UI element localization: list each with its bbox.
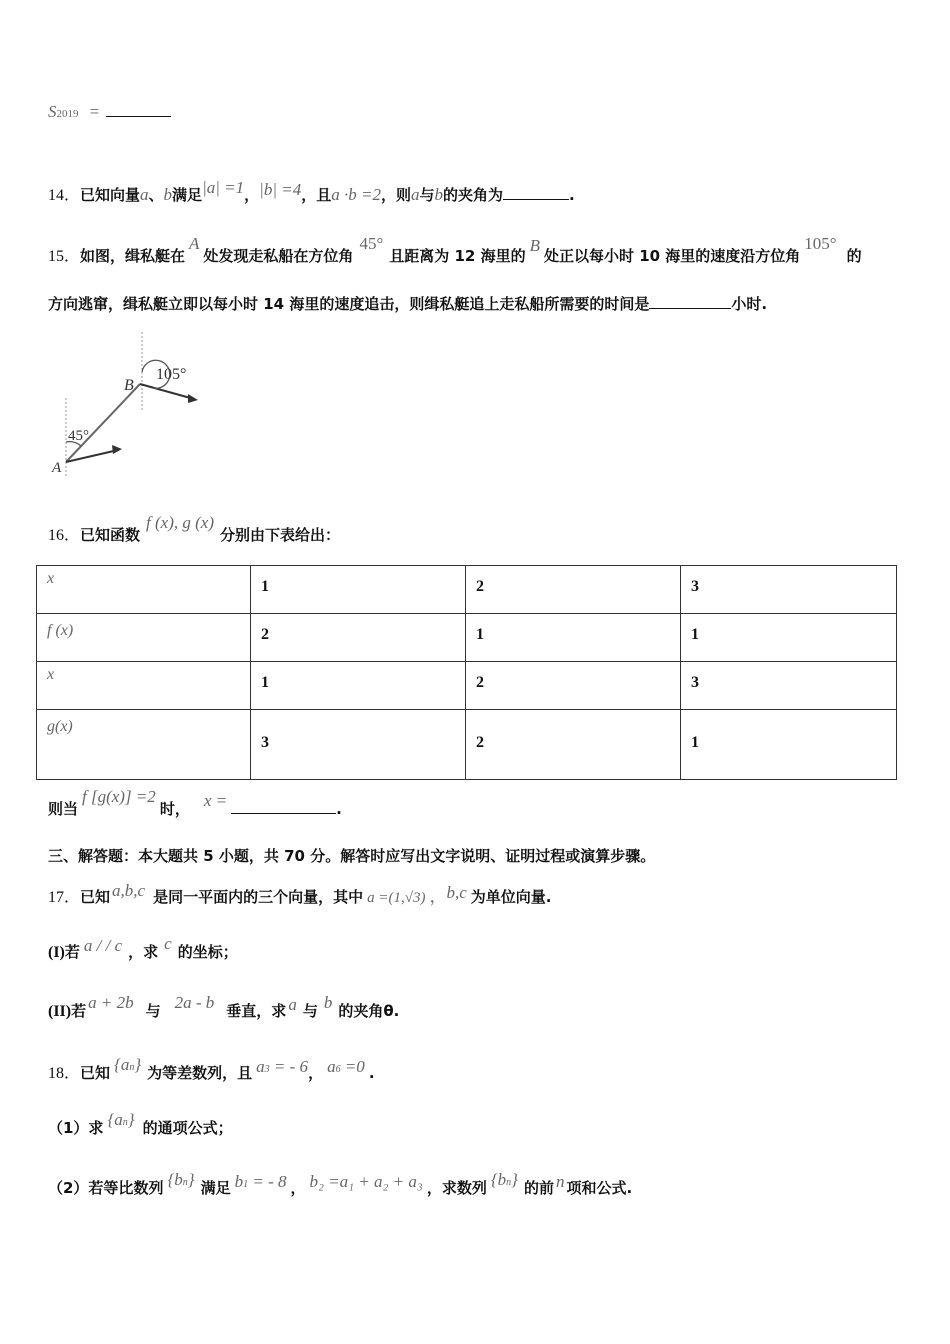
q16-text2: 分别由下表给出： (220, 526, 341, 544)
q14-comma: ， (244, 186, 260, 204)
vectors-bc: b,c (446, 883, 467, 902)
vector-a: a (411, 185, 420, 204)
q15-line2-end: 小时. (731, 295, 768, 313)
q17-part1-text1: 若 (64, 943, 80, 961)
b1-formula (235, 1172, 287, 1191)
q16-condition (48, 787, 342, 819)
a6-subscript: 6 (335, 1064, 341, 1075)
table-cell: 2 (466, 662, 681, 710)
q18-comma2: ， (290, 1179, 306, 1197)
q14-text3: ，且 (301, 186, 332, 204)
a6-formula (327, 1057, 365, 1076)
b1-value: = - 8 (252, 1172, 287, 1191)
table-cell: 2 (466, 710, 681, 780)
abs-a-formula: |a| =1 (202, 178, 245, 197)
b1-subscript: 1 (243, 1179, 249, 1190)
s2019-line (48, 102, 171, 122)
q17-part2-text5: 的夹角θ. (338, 1002, 400, 1020)
angle-45: 45° (359, 234, 384, 253)
s2019-answer-blank[interactable] (106, 102, 171, 117)
q15-text2: 处发现走私船在方位角 (203, 247, 354, 265)
s2019-symbol: S (48, 102, 57, 121)
sequence-an: {an} (107, 1110, 135, 1129)
q15-line2 (48, 293, 767, 314)
question-14 (48, 178, 575, 205)
a3-symbol: a (256, 1057, 265, 1076)
bn-symbol: b (174, 1170, 183, 1189)
arrow-head-smuggler (188, 394, 198, 403)
a6-value: =0 (344, 1057, 365, 1076)
arrow-head-patrol (112, 445, 122, 454)
a3-value: = - 6 (273, 1057, 309, 1076)
an-symbol: {a (107, 1110, 123, 1129)
q14-text2: 满足 (172, 186, 203, 204)
q15-text1: 如图，缉私艇在 (80, 247, 186, 265)
q17-text2: 是同一平面内的三个向量，其中 (153, 888, 364, 906)
q14-number: 14． (48, 187, 81, 204)
bn-subscript: n (506, 1177, 512, 1188)
n-symbol: n (555, 1172, 565, 1191)
q16-period: . (336, 800, 342, 818)
q18-part2-text1: （2）若等比数列 (48, 1179, 164, 1197)
table-row (37, 662, 897, 710)
q14-text6: 的夹角为 (443, 186, 504, 204)
q17-number: 17． (48, 889, 81, 906)
q18-period: . (368, 1064, 375, 1082)
q14-sep: 、 (148, 186, 164, 204)
figure-label-a: A (52, 460, 62, 476)
q17-part1-text2: ，求 (128, 943, 159, 961)
q17-part2-text1: 若 (71, 1002, 87, 1020)
q18-part2 (48, 1170, 633, 1198)
vector-b: b (434, 185, 444, 204)
q14-text: 已知向量 (80, 186, 141, 204)
q18-part2-text2: 满足 (200, 1179, 231, 1197)
parallel-formula: a / / c (83, 936, 123, 955)
q18-text1: 已知 (80, 1064, 111, 1082)
vector-a: a (288, 995, 297, 1014)
table-row (37, 710, 897, 780)
table-cell: 1 (251, 662, 466, 710)
q18-part2-text3: ，求数列 (426, 1179, 487, 1197)
q17-comma: ， (429, 887, 447, 906)
table-cell: 3 (681, 566, 897, 614)
sequence-bn: {bn} (167, 1170, 195, 1189)
q16-number: 16． (48, 527, 81, 544)
a6-symbol: a (327, 1057, 336, 1076)
q14-text5: 与 (419, 186, 435, 204)
q17-part1 (48, 934, 238, 962)
table-cell: 2 (466, 566, 681, 614)
q15-text5: 的 (846, 247, 862, 265)
q18-text2: 为等差数列，且 (147, 1064, 253, 1082)
q18-part1-text2: 的通项公式； (142, 1119, 233, 1137)
q16-answer-blank[interactable] (231, 799, 336, 814)
q17-part1-text3: 的坐标； (177, 943, 238, 961)
dot-product-formula: a ·b =2 (331, 185, 381, 204)
q16-after2: 时， (159, 800, 190, 818)
function-table (36, 565, 897, 780)
vectors-abc: a,b,c (112, 881, 146, 900)
table-cell: 3 (681, 662, 897, 710)
a3-subscript: 3 (264, 1064, 270, 1075)
table-row (37, 614, 897, 662)
q18-part1 (48, 1110, 233, 1138)
table-cell: 1 (466, 614, 681, 662)
q17-part2-text2: 与 (145, 1002, 161, 1020)
table-header-cell: x (37, 662, 251, 710)
vector-a-value: a =(1,√3) (367, 890, 426, 906)
patrol-direction (66, 450, 118, 462)
angle-105: 105° (804, 234, 837, 253)
expr-2a-minus-b: 2a - b (174, 993, 215, 1012)
q18-comma: ， (308, 1064, 324, 1082)
section-3-heading: 三、解答题：本大题共 5 小题，共 70 分。解答时应写出文字说明、证明过程或演算步骤。 (48, 847, 656, 865)
table-cell: 3 (251, 710, 466, 780)
smuggler-direction (140, 384, 194, 399)
point-a: A (189, 234, 200, 253)
point-b: B (529, 236, 540, 255)
table-cell: 2 (251, 614, 466, 662)
question-16 (48, 513, 341, 545)
q14-text4: ，则 (380, 186, 411, 204)
vector-a: a (140, 185, 149, 204)
a3-formula (256, 1057, 308, 1076)
table-header-cell: x (37, 566, 251, 614)
vector-b: b (163, 185, 173, 204)
an-subscript: n (122, 1117, 128, 1128)
figure-label-105: 105° (156, 366, 187, 383)
table-cell: 1 (681, 710, 897, 780)
table-cell: 1 (681, 614, 897, 662)
q15-answer-blank[interactable] (649, 294, 731, 309)
vector-b: b (323, 993, 333, 1012)
an-subscript: n (129, 1062, 135, 1073)
an-symbol: {a (114, 1055, 130, 1074)
q14-period: . (569, 186, 575, 204)
q18-part2-text5: 项和公式. (566, 1179, 633, 1197)
q17-part2-text3: 垂直，求 (226, 1002, 287, 1020)
question-15 (48, 234, 862, 266)
q17-part2 (48, 993, 400, 1021)
expr-a-plus-2b: a + 2b (88, 993, 134, 1012)
table-row (37, 566, 897, 614)
path-ab (66, 384, 140, 462)
q17-part1-label: (I) (48, 944, 65, 961)
question-18 (48, 1055, 375, 1083)
q14-answer-blank[interactable] (503, 185, 569, 200)
figure-label-b: B (124, 377, 134, 394)
navigation-figure (48, 322, 218, 482)
sequence-bn: {bn} (490, 1170, 518, 1189)
vector-c: c (164, 934, 172, 953)
table-header-cell: f (x) (37, 614, 251, 662)
q18-part2-text4: 的前 (523, 1179, 554, 1197)
bn-subscript: n (182, 1177, 188, 1188)
q15-text4: 处正以每小时 10 海里的速度沿方位角 (543, 247, 801, 265)
composite-condition: f [g(x)] =2 (82, 787, 156, 806)
q15-number: 15． (48, 248, 81, 265)
q17-text3: 为单位向量. (470, 888, 552, 906)
q18-number: 18． (48, 1065, 81, 1082)
q17-part2-label: (II) (48, 1003, 72, 1020)
q15-line2-text: 方向逃窜，缉私艇立即以每小时 14 海里的速度追击，则缉私艇追上走私船所需要的时间是 (48, 295, 650, 313)
figure-label-45: 45° (68, 428, 89, 444)
s2019-subscript: 2019 (56, 108, 79, 120)
bn-symbol: b (497, 1170, 507, 1189)
table-cell: 1 (251, 566, 466, 614)
table-header-cell: g(x) (37, 710, 251, 780)
b2-formula: b₂ =a₁ + a₂ + a₃ (309, 1172, 423, 1191)
q18-part1-text1: （1）求 (48, 1119, 104, 1137)
sequence-an: {an} (114, 1055, 142, 1074)
q15-text3: 且距离为 12 海里的 (389, 247, 526, 265)
q16-text1: 已知函数 (80, 526, 141, 544)
x-equals: x = (203, 791, 228, 810)
q16-after1: 则当 (48, 800, 79, 818)
abs-b-formula: |b| =4 (259, 180, 302, 199)
b1-symbol: b (234, 1172, 244, 1191)
s2019-equals: = (89, 102, 100, 121)
q17-text1: 已知 (80, 888, 111, 906)
q17-part2-text4: 与 (302, 1002, 318, 1020)
functions-fg: f (x), g (x) (146, 513, 214, 532)
question-17 (48, 882, 551, 907)
